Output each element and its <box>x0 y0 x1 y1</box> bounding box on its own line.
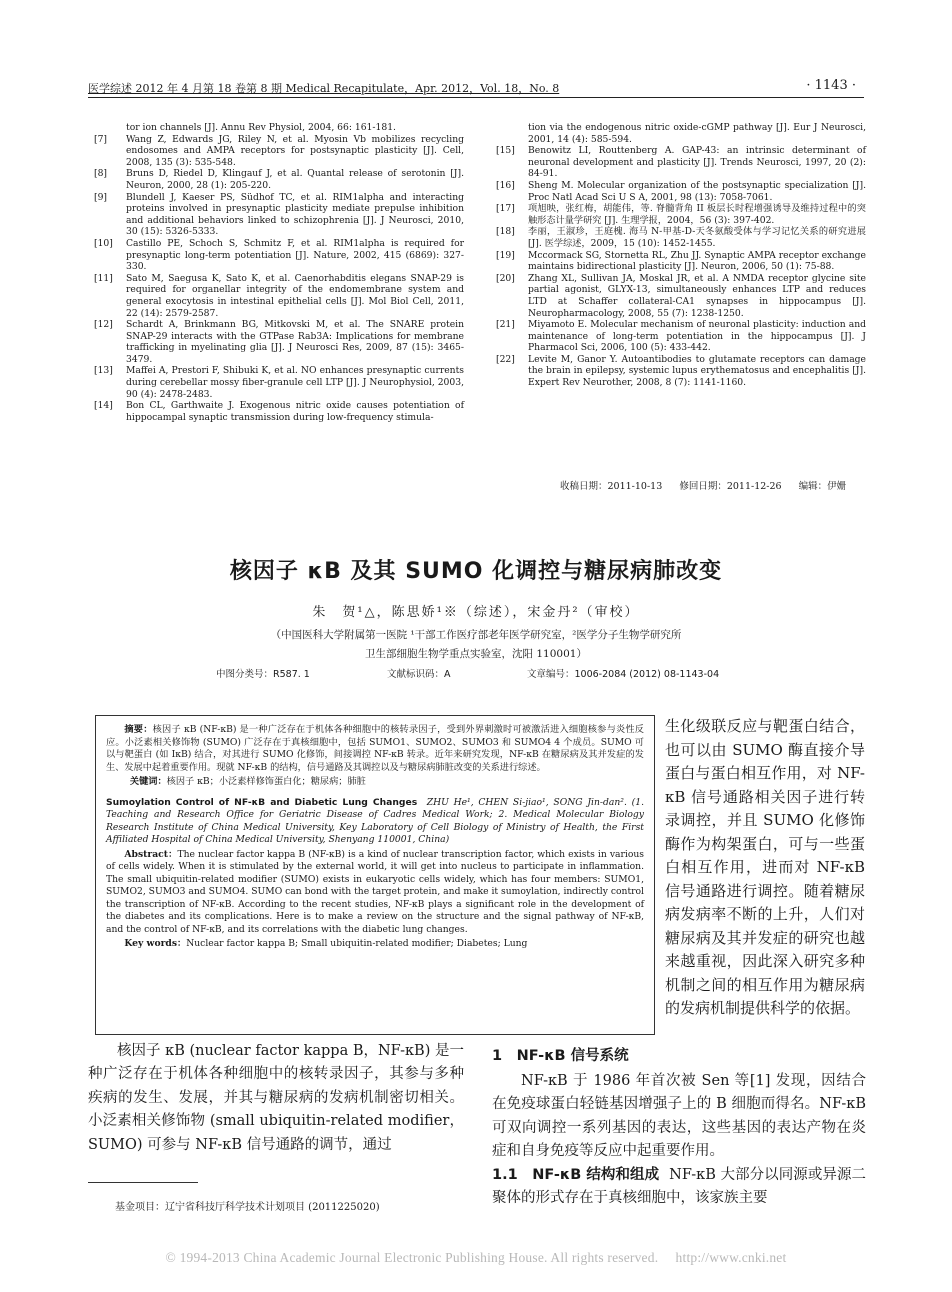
reference-text: Bon CL, Garthwaite J. Exogenous nitric oxide causes potentiation of hippocampal synaptic transmission during low-frequency stimula- <box>126 400 464 423</box>
abstract-en-text: The nuclear factor kappa B (NF-κB) is a kind of nuclear transcription factor, which exists in various of cells widely. When it is stimulated by the external world, it will get into nucleus to participate in inflammation. The small ubiquitin-related modifier (SUMO) exists in eukaryotic cells widely, which has four members: SUMO1, SUMO2, SUMO3 and SUMO4. SUMO can bond with the target protein, and make it sumoylation, indirectly control the transcription of NF-κB. According to the recent studies, NF-κB plays a significant role in the development of the diabetes and its complications. Here is to make a review on the structure and the signal pathway of NF-κB, and the control of NF-κB, and its correlations with the diabetic lung changes. <box>106 848 644 935</box>
reference-item <box>92 122 464 134</box>
reference-number: [22] <box>496 353 515 365</box>
reference-number: [12] <box>94 319 113 331</box>
keywords-en <box>106 938 644 951</box>
reference-number: [15] <box>496 145 515 157</box>
reference-item <box>494 273 866 319</box>
reference-text: Schardt A, Brinkmann BG, Mitkovski M, et al. The SNARE protein SNAP-29 interacts with the GTPase Rab3A: Implications for membrane trafficking in myelinating glia [J]. J Neurosci Res, 2009, 87 (15): 3465-3479. <box>126 319 464 365</box>
reference-text: Sato M, Saegusa K, Sato K, et al. Caenorhabditis elegans SNAP-29 is required for organellar integrity of the endomembrane system and general exocytosis in intestinal epithelial cells [J]. Mol Biol Cell, 2011, 22 (14): 2579-2587. <box>126 272 464 319</box>
reference-number: [21] <box>496 319 515 331</box>
reference-item <box>494 226 866 249</box>
english-header <box>106 797 644 847</box>
copyright-watermark: © 1994-2013 China Academic Journal Electronic Publishing House. All rights reserved. http://www.cnki.net <box>165 1250 787 1265</box>
reference-item <box>494 203 866 226</box>
revised-date: 修回日期：2011-12-26 <box>679 481 782 492</box>
abstract-cn-text: 核因子 κB (NF-κB) 是一种广泛存在于机体各种细胞中的核转录因子，受到外界刺激时可被激活进入细胞核参与炎性反应。小泛素相关修饰物 (SUMO) 广泛存在于真核细胞中，包括 SUMO1、SUMO2、SUMO3 和 SUMO4 4 个成员。SUMO 可以与靶蛋白 (如 IκB) 结合，对其进行 SUMO 化修饰，间接调控 NF-κB 转录。近年来研究发现，NF-κB 在糖尿病及其并发症的发生、发展中起着重要作用。现就 NF-κB 的结构，信号通路及其调控以及与糖尿病肺脏改变的关系进行综述。 <box>106 724 644 773</box>
section-1-body <box>492 1070 866 1210</box>
funding-note: 基金项目：辽宁省科技厅科学技术计划项目 (2011225020) <box>115 1202 380 1213</box>
reference-item <box>494 319 866 354</box>
abstract-cn-label: 摘要： <box>124 724 153 735</box>
subsection-1-1-heading: 1.1 NF-κB 结构和组成 <box>492 1166 660 1183</box>
section-1-paragraph: NF-κB 于 1986 年首次被 Sen 等[1] 发现，因结合在免疫球蛋白轻链基因增强子上的 B 细胞而得名。NF-κB 可双向调控一系列基因的表达，这些基因的表达产物在炎症和自身免疫等反应中起重要作用。 <box>492 1073 866 1160</box>
reference-text: Castillo PE, Schoch S, Schmitz F, et al. RIM1alpha is required for presynaptic long-term potentiation [J]. Nature, 2002, 415 (6869): 327-330. <box>126 237 464 273</box>
section-1-heading: 1 NF-κB 信号系统 <box>492 1048 629 1064</box>
reference-number: [11] <box>94 272 113 284</box>
reference-item <box>92 238 464 273</box>
journal-citation: 医学综述 2012 年 4 月第 18 卷第 8 期 Medical Recapitulate，Apr. 2012，Vol. 18，No. 8 <box>88 82 560 95</box>
abstract-en <box>106 849 644 937</box>
abstract-box <box>95 715 655 1035</box>
reference-item <box>494 145 866 180</box>
keywords-en-text: Nuclear factor kappa B; Small ubiquitin-related modifier; Diabetes; Lung <box>186 938 528 949</box>
footnote-rule <box>88 1182 198 1183</box>
reference-number: [14] <box>94 400 113 412</box>
reference-item <box>494 354 866 389</box>
reference-text: Miyamoto E. Molecular mechanism of neuronal plasticity: induction and maintenance of long-term potentiation in the hippocampus [J]. J Pharmacol Sci, 2006, 100 (5): 433-442. <box>528 319 866 354</box>
references-left-column <box>92 122 464 423</box>
reference-number: [18] <box>496 226 515 238</box>
reference-number: [16] <box>496 179 515 191</box>
reference-text: Mccormack SG, Stornetta RL, Zhu JJ. Synaptic AMPA receptor exchange maintains bidirectional plasticity [J]. Neuron, 2006, 50 (1): 75-88. <box>528 249 866 273</box>
reference-item <box>92 192 464 238</box>
reference-item <box>92 365 464 400</box>
english-title: Sumoylation Control of NF-κB and Diabetic Lung Changes <box>106 796 418 808</box>
reference-item <box>494 250 866 273</box>
reference-number: [20] <box>496 272 515 284</box>
reference-item <box>494 122 866 145</box>
reference-text: 李丽，王淑珍，王庭槐. 海马 N-甲基-D-天冬氨酸受体与学习记忆关系的研究进展 [J]. 医学综述，2009，15 (10): 1452-1455. <box>528 226 866 249</box>
reference-number: [17] <box>496 203 515 215</box>
references-right-column <box>494 122 866 389</box>
article-authors: 朱 贺¹△，陈思娇¹※（综述），宋金丹²（审校） <box>312 605 640 620</box>
abstract-cn <box>106 724 644 774</box>
running-header <box>88 80 864 98</box>
keywords-cn <box>106 776 644 789</box>
document-code: 文献标识码：A <box>387 669 451 680</box>
affiliation-line-1: （中国医科大学附属第一医院 ¹干部工作医疗部老年医学研究室，²医学分子生物学研究所 <box>270 629 682 641</box>
reference-text: Sheng M. Molecular organization of the postsynaptic specialization [J]. Proc Natl Acad Sci U S A, 2001, 98 (13): 7058-7061. <box>528 179 866 203</box>
reference-number: [9] <box>94 191 108 203</box>
keywords-cn-label: 关键词： <box>129 776 167 787</box>
subsection-1-1 <box>492 1164 866 1211</box>
reference-text: Zhang XL, Sullivan JA, Moskal JR, et al. A NMDA receptor glycine site partial agonist, GLYX-13, simultaneously enhances LTP and reduces LTD at Schaffer collateral-CA1 synapses in hippocampus [J]. Neuropharmacology, 2008, 55 (7): 1238-1250. <box>528 272 866 319</box>
received-line <box>560 478 860 492</box>
english-authors: ZHU He¹, CHEN Si-jiao¹, SONG Jin-dan². <box>426 796 627 808</box>
article-title: 核因子 κB 及其 SUMO 化调控与糖尿病肺改变 <box>229 559 723 584</box>
received-date: 收稿日期：2011-10-13 <box>560 481 663 492</box>
reference-number: [19] <box>496 249 515 261</box>
subsection-1-1-text: NF-κB 大部分以同源或异源二聚体的形式存在于真核细胞中，该家族主要 <box>492 1166 867 1207</box>
reference-item <box>92 400 464 423</box>
reference-text: Bruns D, Riedel D, Klingauf J, et al. Quantal release of serotonin [J]. Neuron, 2000, 28 (1): 205-220. <box>126 168 464 191</box>
intro-paragraph: 核因子 κB (nuclear factor kappa B，NF-κB) 是一种广泛存在于机体各种细胞中的核转录因子，其参与多种疾病的发生、发展，并其与糖尿病的发病机制密切相关。小泛素相关修饰物 (small ubiquitin-related modifier，SUMO) 可参与 NF-κB 信号通路的调节，通过 <box>88 1043 464 1153</box>
reference-number: [10] <box>94 237 113 249</box>
reference-item <box>494 180 866 203</box>
reference-item <box>92 134 464 169</box>
abstract-en-label: Abstract： <box>124 848 178 860</box>
reference-number: [13] <box>94 365 113 377</box>
reference-text: Maffei A, Prestori F, Shibuki K, et al. NO enhances presynaptic currents during cerebellar mossy fiber-granule cell LTP [J]. J Neurophysiol, 2003, 90 (4): 2478-2483. <box>126 365 464 400</box>
reference-text: Wang Z, Edwards JG, Riley N, et al. Myosin Vb mobilizes recycling endosomes and AMPA receptors for postsynaptic plasticity [J]. Cell, 2008, 135 (3): 535-548. <box>126 133 464 168</box>
reference-item <box>92 319 464 365</box>
reference-item <box>92 168 464 191</box>
affiliation-line-2: 卫生部细胞生物学重点实验室，沈阳 110001） <box>365 648 587 660</box>
reference-text: Benowitz LI, Routtenberg A. GAP-43: an intrinsic determinant of neuronal development and plasticity [J]. Trends Neurosci, 1997, 20 (2): 84-91. <box>528 145 866 180</box>
editor: 编辑：伊姗 <box>798 481 847 492</box>
keywords-cn-text: 核因子 κB；小泛素样修饰蛋白化；糖尿病；肺脏 <box>166 776 366 787</box>
side-column-text: 生化级联反应与靶蛋白结合，也可以由 SUMO 酶直接介导蛋白与蛋白相互作用，对 NF-κB 信号通路相关因子进行转录调控，并且 SUMO 化修饰酶作为构架蛋白，可与一些蛋白相互作用，进而对 NF-κB 信号通路进行调控。随着糖尿病发病率不断的上升，人们对糖尿病及其并发症的研究也越来越重视，因此深入研究多种机制之间的相互作用为糖尿病的发病机制提供科学的依据。 <box>665 717 865 1017</box>
page-number: · 1143 · <box>806 78 856 93</box>
reference-text: 项旭映，张红梅，胡能伟，等. 脊髓背角 II 板层长时程增强诱导及维持过程中的突触形态计量学研究 [J]. 生理学报，2004，56 (3): 397-402. <box>528 203 866 226</box>
reference-number: [8] <box>94 168 108 180</box>
keywords-en-label: Key words： <box>124 938 187 949</box>
reference-text: Blundell J, Kaeser PS, Südhof TC, et al. RIM1alpha and interacting proteins involved in presynaptic plasticity mediate prepulse inhibition and additional behaviors linked to schizophrenia [J]. J Neurosci, 2010, 30 (15): 5326-5333. <box>126 191 464 238</box>
clc-number: 中图分类号：R587. 1 <box>216 669 310 680</box>
reference-text: tion via the endogenous nitric oxide-cGMP pathway [J]. Eur J Neurosci, 2001, 14 (4): 585-594. <box>528 122 866 145</box>
reference-number: [7] <box>94 133 108 145</box>
english-affiliation: (1. Teaching and Research Office for Geriatric Disease of Cadres Medical Work; 2. Medical Molecular Biology Research Institute of China Medical University, Key Laboratory of Cell Biology of Ministry of Health, the First Affiliated Hospital of China Medical University, Shenyang 110001, China) <box>106 796 644 845</box>
reference-text: tor ion channels [J]. Annu Rev Physiol, 2004, 66: 161-181. <box>126 122 396 133</box>
reference-item <box>92 273 464 319</box>
article-number: 文章编号：1006-2084 (2012) 08-1143-04 <box>527 669 720 680</box>
reference-text: Levite M, Ganor Y. Autoantibodies to glutamate receptors can damage the brain in epilepsy, systemic lupus erythematosus and encephalitis [J]. Expert Rev Neurother, 2008, 8 (7): 1141-1160. <box>528 353 866 389</box>
